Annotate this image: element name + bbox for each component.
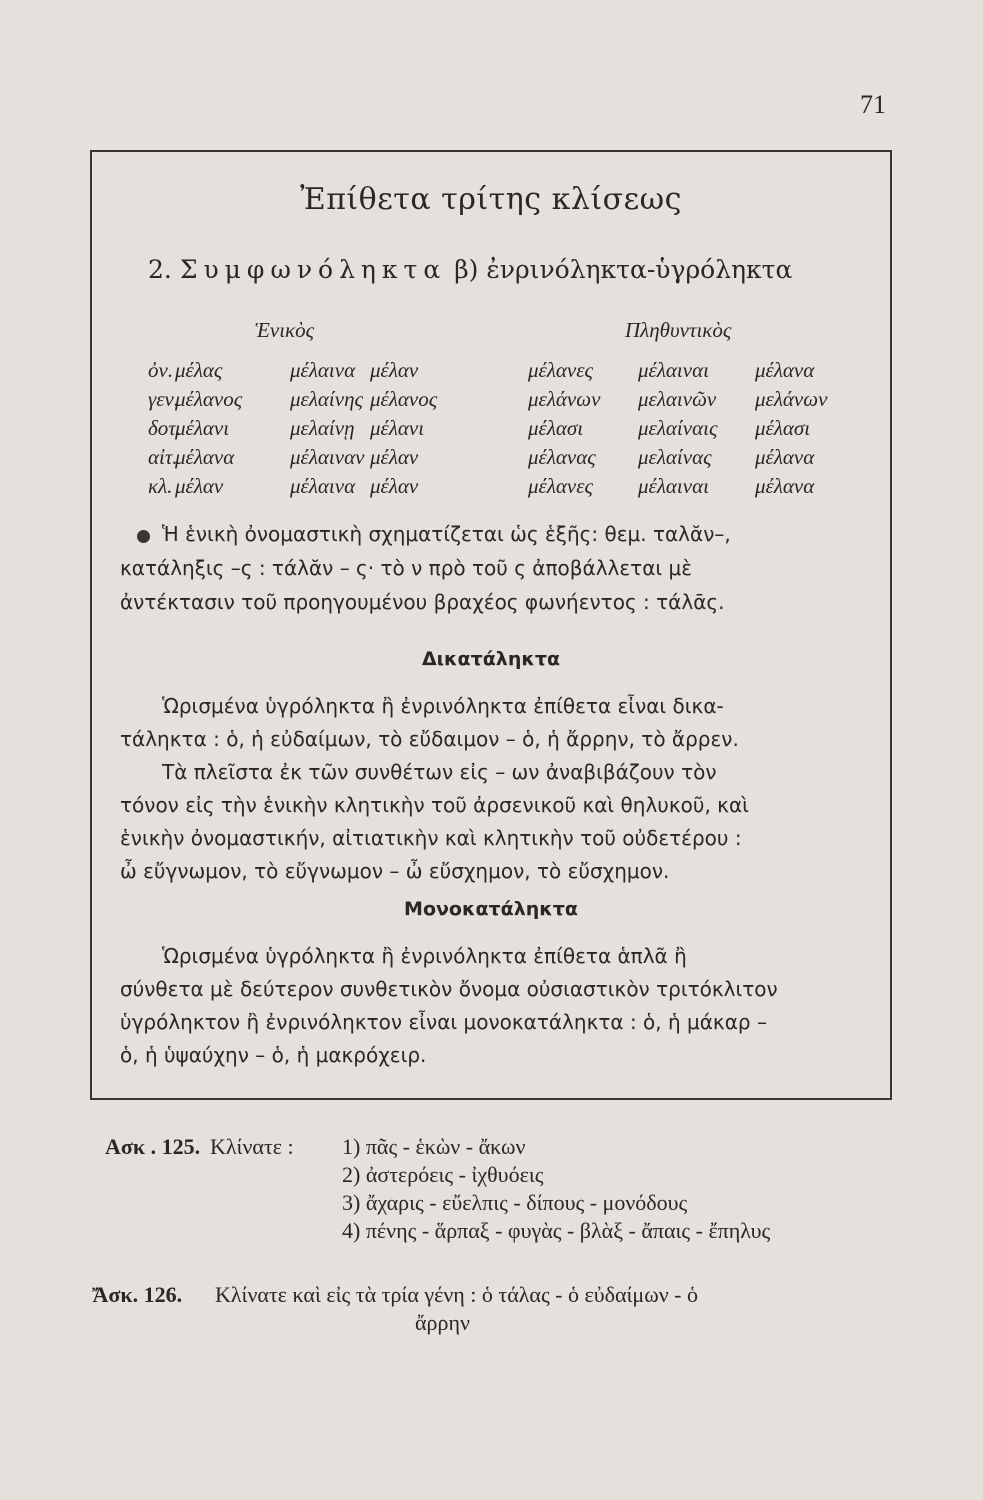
table-cell: μέλανι [175,416,230,440]
paragraph-line: ὦ εὔγνωμον, τὸ εὔγνωμον – ὦ εὔσχημον, τὸ εὔσχημον. [120,859,670,883]
exercise-item: 2) ἀστερόεις - ἰχθυόεις [342,1162,544,1187]
case-genitive: γεν. [148,387,180,411]
case-vocative: κλ. [148,474,173,498]
table-cell: μέλαινα [290,358,356,382]
exercise-item: 3) ἄχαρις - εὔελπις - δίπους - μονόδους [342,1190,688,1215]
table-cell: μελάνων [528,387,601,411]
paragraph-line: Ὡρισμένα ὑγρόληκτα ἢ ἐνρινόληκτα ἐπίθετα εἶναι δικα- [162,694,724,718]
subtitle-suffix: β) ἐνρινόληκτα-ὑγρόληκτα [454,255,793,284]
table-cell: μέλαν [370,358,419,382]
table-cell: μέλανες [528,474,594,498]
table-cell: μέλαν [370,445,419,469]
table-cell: μέλανα [755,358,815,382]
table-cell: μέλανος [370,387,438,411]
table-cell: μέλαινα [290,474,356,498]
table-cell: μελάνων [755,387,828,411]
paragraph-line: Τὰ πλεῖστα ἐκ τῶν συνθέτων εἰς – ων ἀναβιβάζουν τὸν [162,760,717,784]
subtitle-spaced: Συμφωνόληκτα [179,255,447,284]
table-cell: μέλανι [370,416,425,440]
table-cell: μέλασι [528,416,584,440]
table-cell: μέλανα [175,445,235,469]
plural-header: Πληθυντικὸς [625,318,732,342]
case-accusative: αἰτ. [148,445,178,469]
table-cell: μελαίνης [290,387,364,411]
table-cell: μελαίνῃ [290,416,355,440]
subtitle [148,255,792,284]
exercise-126-line: Κλίνατε καὶ εἰς τὰ τρία γένη : ὁ τάλας - ὁ εὐδαίμων - ὁ [215,1282,698,1307]
paragraph-line: ὑγρόληκτον ἢ ἐνρινόληκτον εἶναι μονοκατάληκτα : ὁ, ἡ μάκαρ – [120,1010,767,1034]
exercise-126-label: Ἄσκ. 126. [92,1282,183,1307]
table-cell: μέλανος [175,387,243,411]
note-line: Ἡ ἑνικὴ ὀνομαστικὴ σχηματίζεται ὡς ἑξῆς: θεμ. ταλᾰν–, [162,522,731,546]
table-cell: μέλαιναι [638,474,709,498]
section-heading: Μονοκατάληκτα [404,898,578,920]
page-title: Ἐπίθετα τρίτης κλίσεως [300,182,682,217]
page-number: 71 [860,90,886,119]
table-cell: μέλαν [370,474,419,498]
table-cell: μέλανες [528,358,594,382]
exercise-item: 1) πᾶς - ἑκὼν - ἄκων [342,1134,526,1159]
exercise-item: 4) πένης - ἅρπαξ - φυγὰς - βλὰξ - ἄπαις - ἔπηλυς [342,1218,771,1243]
paragraph-line: ἑνικὴν ὀνομαστικήν, αἰτιατικὴν καὶ κλητικὴν τοῦ οὐδετέρου : [120,826,742,850]
table-cell: μελαίνας [638,445,712,469]
table-cell: μέλας [175,358,223,382]
singular-header: Ἑνικὸς [255,318,315,342]
table-cell: μέλανα [755,445,815,469]
exercise-125-instruction: Κλίνατε : [210,1134,294,1159]
table-cell: μέλαν [175,474,224,498]
section-heading: Δικατάληκτα [421,648,561,670]
note-line: ἀντέκτασιν τοῦ προηγουμένου βραχέος φωνήεντος : τάλᾱς. [120,590,725,614]
case-nominative: ὀν. [148,358,174,382]
exercise-126-line: ἄρρην [415,1310,470,1335]
paragraph-line: τόνον εἰς τὴν ἑνικὴν κλητικὴν τοῦ ἀρσενικοῦ καὶ θηλυκοῦ, καὶ [120,793,749,817]
paragraph-line: σύνθετα μὲ δεύτερον συνθετικὸν ὄνομα οὐσιαστικὸν τριτόκλιτον [120,977,778,1001]
table-cell: μέλανας [528,445,596,469]
paragraph-line: Ὡρισμένα ὑγρόληκτα ἢ ἐνρινόληκτα ἐπίθετα ἁπλᾶ ἢ [162,944,687,968]
subtitle-prefix: 2. [148,255,172,284]
table-cell: μέλαιναι [638,358,709,382]
paragraph-line: τάληκτα : ὁ, ἡ εὐδαίμων, τὸ εὔδαιμον – ὁ, ἡ ἄρρην, τὸ ἄρρεν. [120,727,739,751]
paragraph-line: ὁ, ἡ ὑψαύχην – ὁ, ἡ μακρόχειρ. [120,1043,427,1067]
table-cell: μέλανα [755,474,815,498]
bullet-icon [137,530,150,543]
case-dative: δοτ. [148,416,182,440]
table-cell: μέλασι [755,416,811,440]
table-cell: μέλαιναν [290,445,365,469]
exercise-125-label: Ασκ . 125. [105,1134,201,1159]
table-cell: μελαινῶν [638,387,717,411]
table-cell: μελαίναις [638,416,718,440]
note-line: κατάληξις –ς : τάλᾰν – ς· τὸ ν πρὸ τοῦ ς ἀποβάλλεται μὲ [120,556,693,580]
